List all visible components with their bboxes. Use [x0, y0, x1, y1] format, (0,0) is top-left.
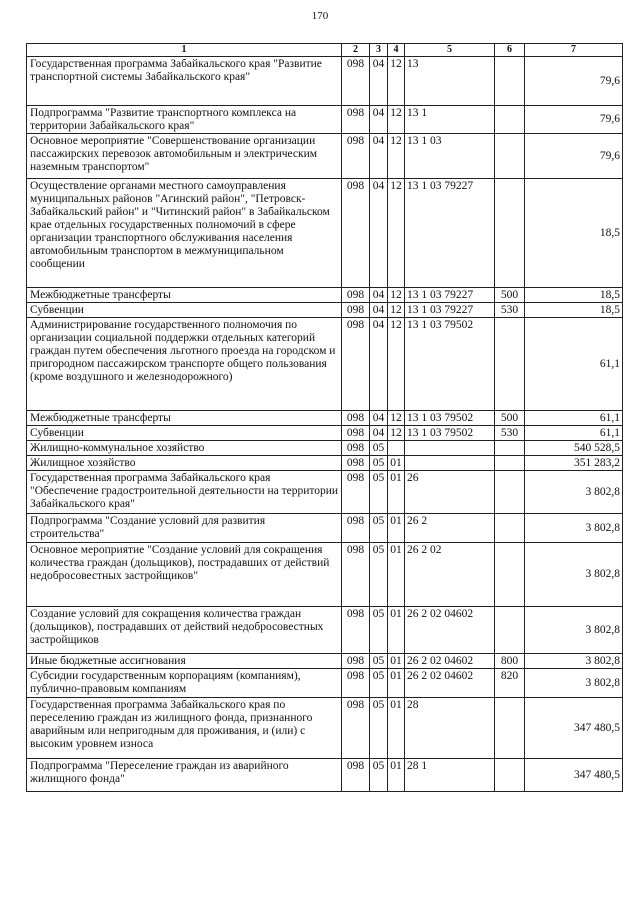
- row-expense-type: [495, 698, 525, 759]
- row-target-code: 28: [405, 698, 495, 759]
- row-admin-code: 098: [342, 426, 370, 441]
- row-expense-type: [495, 514, 525, 543]
- table-row: [27, 471, 623, 514]
- row-admin-code: 098: [342, 288, 370, 303]
- row-name: Государственная программа Забайкальского края по переселению граждан из жилищного фонда, признанного аварийным или непригодным для проживания, и (или) с высоким уровнем износа: [27, 698, 342, 759]
- row-subsection: 12: [388, 179, 405, 288]
- row-expense-type: [495, 759, 525, 792]
- row-expense-type: [495, 318, 525, 411]
- table-row: [27, 57, 623, 106]
- table-row: [27, 318, 623, 411]
- row-amount: 3 802,8: [525, 543, 623, 607]
- table-row: [27, 303, 623, 318]
- row-name: Основное мероприятие "Создание условий для сокращения количества граждан (дольщиков), пострадавших от действий недобросовестных застройщиков": [27, 543, 342, 607]
- row-section: 04: [370, 57, 388, 106]
- row-admin-code: 098: [342, 471, 370, 514]
- row-target-code: 13 1 03 79502: [405, 318, 495, 411]
- budget-table: [26, 43, 623, 792]
- row-target-code: 13: [405, 57, 495, 106]
- row-admin-code: 098: [342, 698, 370, 759]
- row-target-code: 26 2: [405, 514, 495, 543]
- table-row: [27, 759, 623, 792]
- table-row: [27, 543, 623, 607]
- row-section: 05: [370, 669, 388, 698]
- row-admin-code: 098: [342, 303, 370, 318]
- table-row: [27, 106, 623, 134]
- row-section: 05: [370, 607, 388, 654]
- row-target-code: [405, 441, 495, 456]
- row-admin-code: 098: [342, 456, 370, 471]
- row-admin-code: 098: [342, 607, 370, 654]
- header-col-5: 5: [405, 44, 495, 57]
- row-admin-code: 098: [342, 318, 370, 411]
- table-row: [27, 411, 623, 426]
- header-col-2: 2: [342, 44, 370, 57]
- row-subsection: 12: [388, 288, 405, 303]
- row-amount: 351 283,2: [525, 456, 623, 471]
- row-name: Подпрограмма "Развитие транспортного комплекса на территории Забайкальского края": [27, 106, 342, 134]
- row-amount: 79,6: [525, 106, 623, 134]
- row-amount: 61,1: [525, 426, 623, 441]
- table-row: [27, 441, 623, 456]
- row-admin-code: 098: [342, 411, 370, 426]
- row-name: Основное мероприятие "Совершенствование организации пассажирских перевозок автомобильным и электрическим наземным транспортом": [27, 134, 342, 179]
- table-row: [27, 607, 623, 654]
- row-expense-type: [495, 543, 525, 607]
- row-amount: 347 480,5: [525, 759, 623, 792]
- header-col-1: 1: [27, 44, 342, 57]
- row-target-code: 13 1 03 79227: [405, 303, 495, 318]
- header-col-3: 3: [370, 44, 388, 57]
- row-name: Субвенции: [27, 303, 342, 318]
- row-expense-type: 530: [495, 426, 525, 441]
- row-section: 04: [370, 411, 388, 426]
- row-name: Иные бюджетные ассигнования: [27, 654, 342, 669]
- row-admin-code: 098: [342, 543, 370, 607]
- row-expense-type: [495, 57, 525, 106]
- row-expense-type: [495, 471, 525, 514]
- row-target-code: 13 1 03 79502: [405, 411, 495, 426]
- row-expense-type: 800: [495, 654, 525, 669]
- header-col-7: 7: [525, 44, 623, 57]
- table-row: [27, 179, 623, 288]
- row-target-code: 26 2 02 04602: [405, 607, 495, 654]
- row-expense-type: [495, 134, 525, 179]
- row-subsection: 12: [388, 303, 405, 318]
- row-expense-type: 820: [495, 669, 525, 698]
- row-section: 05: [370, 514, 388, 543]
- row-section: 05: [370, 441, 388, 456]
- row-amount: 61,1: [525, 318, 623, 411]
- row-expense-type: 500: [495, 288, 525, 303]
- row-subsection: 01: [388, 471, 405, 514]
- row-subsection: 01: [388, 514, 405, 543]
- row-section: 04: [370, 288, 388, 303]
- row-amount: 18,5: [525, 288, 623, 303]
- row-subsection: [388, 441, 405, 456]
- row-amount: 347 480,5: [525, 698, 623, 759]
- row-section: 05: [370, 654, 388, 669]
- row-admin-code: 098: [342, 134, 370, 179]
- row-name: Субвенции: [27, 426, 342, 441]
- row-name: Субсидии государственным корпорациям (компаниям), публично-правовым компаниям: [27, 669, 342, 698]
- row-name: Межбюджетные трансферты: [27, 288, 342, 303]
- row-subsection: 01: [388, 669, 405, 698]
- row-expense-type: [495, 607, 525, 654]
- row-admin-code: 098: [342, 179, 370, 288]
- row-section: 04: [370, 106, 388, 134]
- row-name: Осуществление органами местного самоуправления муниципальных районов "Агинский район", "Петровск-Забайкальский район" и "Читинский район" в Забайкальском крае отдельных государственных полномочий в сфере организации транспортного обслуживания населения автомобильным транспортом в межмуниципальном сообщении: [27, 179, 342, 288]
- row-subsection: 12: [388, 106, 405, 134]
- row-subsection: 01: [388, 654, 405, 669]
- row-section: 05: [370, 698, 388, 759]
- row-section: 04: [370, 318, 388, 411]
- row-target-code: 26 2 02: [405, 543, 495, 607]
- row-amount: 61,1: [525, 411, 623, 426]
- row-name: Межбюджетные трансферты: [27, 411, 342, 426]
- row-section: 04: [370, 134, 388, 179]
- header-col-4: 4: [388, 44, 405, 57]
- row-subsection: 12: [388, 57, 405, 106]
- header-row: [27, 44, 623, 57]
- row-name: Подпрограмма "Переселение граждан из аварийного жилищного фонда": [27, 759, 342, 792]
- row-subsection: 01: [388, 543, 405, 607]
- row-target-code: [405, 456, 495, 471]
- row-subsection: 12: [388, 411, 405, 426]
- table-row: [27, 698, 623, 759]
- row-expense-type: [495, 106, 525, 134]
- row-target-code: 28 1: [405, 759, 495, 792]
- row-admin-code: 098: [342, 514, 370, 543]
- row-amount: 18,5: [525, 303, 623, 318]
- row-expense-type: [495, 179, 525, 288]
- row-section: 04: [370, 179, 388, 288]
- row-target-code: 26 2 02 04602: [405, 669, 495, 698]
- row-target-code: 13 1 03 79227: [405, 179, 495, 288]
- table-row: [27, 654, 623, 669]
- header-col-6: 6: [495, 44, 525, 57]
- row-section: 05: [370, 543, 388, 607]
- row-amount: 79,6: [525, 134, 623, 179]
- row-subsection: 12: [388, 134, 405, 179]
- row-name: Государственная программа Забайкальского края "Обеспечение градостроительной деятельности на территории Забайкальского края": [27, 471, 342, 514]
- row-amount: 79,6: [525, 57, 623, 106]
- table-row: [27, 514, 623, 543]
- row-expense-type: [495, 441, 525, 456]
- table-row: [27, 456, 623, 471]
- row-expense-type: [495, 456, 525, 471]
- row-amount: 3 802,8: [525, 654, 623, 669]
- row-section: 05: [370, 759, 388, 792]
- row-subsection: 01: [388, 456, 405, 471]
- row-subsection: 12: [388, 318, 405, 411]
- row-subsection: 01: [388, 607, 405, 654]
- row-admin-code: 098: [342, 106, 370, 134]
- row-target-code: 26 2 02 04602: [405, 654, 495, 669]
- table-row: [27, 426, 623, 441]
- row-target-code: 13 1: [405, 106, 495, 134]
- row-subsection: 12: [388, 426, 405, 441]
- row-name: Создание условий для сокращения количества граждан (дольщиков), пострадавших от действий недобросовестных застройщиков: [27, 607, 342, 654]
- table-row: [27, 134, 623, 179]
- row-admin-code: 098: [342, 57, 370, 106]
- row-expense-type: 500: [495, 411, 525, 426]
- row-amount: 3 802,8: [525, 607, 623, 654]
- row-subsection: 01: [388, 698, 405, 759]
- row-name: Жилищное хозяйство: [27, 456, 342, 471]
- row-amount: 3 802,8: [525, 669, 623, 698]
- row-admin-code: 098: [342, 759, 370, 792]
- row-section: 05: [370, 471, 388, 514]
- row-target-code: 13 1 03 79502: [405, 426, 495, 441]
- row-section: 04: [370, 303, 388, 318]
- row-name: Государственная программа Забайкальского края "Развитие транспортной системы Забайкальского края": [27, 57, 342, 106]
- row-target-code: 13 1 03: [405, 134, 495, 179]
- row-name: Жилищно-коммунальное хозяйство: [27, 441, 342, 456]
- row-amount: 540 528,5: [525, 441, 623, 456]
- row-target-code: 26: [405, 471, 495, 514]
- page-number: 170: [311, 10, 329, 22]
- row-admin-code: 098: [342, 441, 370, 456]
- table-row: [27, 288, 623, 303]
- row-section: 05: [370, 456, 388, 471]
- row-amount: 3 802,8: [525, 471, 623, 514]
- row-admin-code: 098: [342, 654, 370, 669]
- row-subsection: 01: [388, 759, 405, 792]
- row-target-code: 13 1 03 79227: [405, 288, 495, 303]
- row-amount: 18,5: [525, 179, 623, 288]
- row-expense-type: 530: [495, 303, 525, 318]
- row-admin-code: 098: [342, 669, 370, 698]
- table-row: [27, 669, 623, 698]
- row-name: Подпрограмма "Создание условий для развития строительства": [27, 514, 342, 543]
- row-amount: 3 802,8: [525, 514, 623, 543]
- row-section: 04: [370, 426, 388, 441]
- row-name: Администрирование государственного полномочия по организации социальной поддержки отдельных категорий граждан путем обеспечения льготного проезда на городском и пригородном пассажирском транспорте общего пользования (кроме воздушного и железнодорожного): [27, 318, 342, 411]
